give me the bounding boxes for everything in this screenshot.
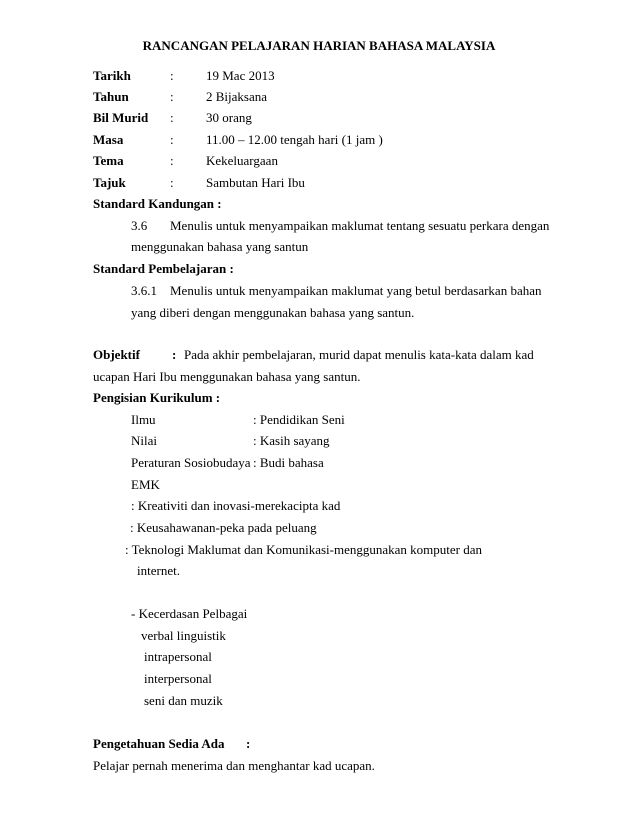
emk-item: : Kreativiti dan inovasi-merekacipta kad (131, 498, 341, 513)
kecerdasan-item: seni dan muzik (144, 693, 223, 708)
standard-kandungan-number: 3.6 (131, 218, 148, 233)
standard-kandungan-line: menggunakan bahasa yang santun (131, 239, 309, 254)
objektif-sep: : (172, 347, 177, 362)
document-title: RANCANGAN PELAJARAN HARIAN BAHASA MALAYSIA (142, 38, 496, 53)
standard-kandungan-heading: Standard Kandungan : (93, 196, 222, 211)
info-value-tahun: 2 Bijaksana (206, 89, 268, 104)
kecerdasan-label: - Kecerdasan Pelbagai (131, 606, 248, 621)
kurikulum-row-value: : Kasih sayang (253, 433, 330, 448)
standard-pembelajaran-heading: Standard Pembelajaran : (93, 261, 234, 276)
standard-pembelajaran-line: yang diberi dengan menggunakan bahasa yang santun. (131, 305, 415, 320)
kurikulum-row-value: : Pendidikan Seni (253, 412, 345, 427)
pengetahuan-text: Pelajar pernah menerima dan menghantar kad ucapan. (93, 758, 375, 773)
emk-item: : Teknologi Maklumat dan Komunikasi-menggunakan komputer dan (125, 542, 483, 557)
info-label-tajuk: Tajuk (93, 175, 126, 190)
info-label-tarikh: Tarikh (93, 68, 131, 83)
info-label-bil-murid: Bil Murid (93, 110, 149, 125)
kurikulum-row-label: Ilmu (131, 412, 156, 427)
info-sep: : (170, 89, 174, 104)
info-sep: : (170, 68, 174, 83)
info-sep: : (170, 175, 174, 190)
info-value-bil-murid: 30 orang (206, 110, 252, 125)
pengetahuan-heading: Pengetahuan Sedia Ada (93, 736, 225, 751)
kurikulum-heading: Pengisian Kurikulum : (93, 390, 221, 405)
info-value-tema: Kekeluargaan (206, 153, 278, 168)
info-value-tajuk: Sambutan Hari Ibu (206, 175, 305, 190)
info-value-masa: 11.00 – 12.00 tengah hari (1 jam ) (206, 132, 383, 147)
info-sep: : (170, 110, 174, 125)
emk-label: EMK (131, 477, 160, 492)
objektif-line: Pada akhir pembelajaran, murid dapat menulis kata-kata dalam kad (184, 347, 534, 362)
objektif-label: Objektif (93, 347, 140, 362)
kurikulum-row-label: Nilai (131, 433, 157, 448)
objektif-line: ucapan Hari Ibu menggunakan bahasa yang santun. (93, 369, 361, 384)
info-sep: : (170, 153, 174, 168)
info-label-tahun: Tahun (93, 89, 129, 104)
kecerdasan-item: verbal linguistik (141, 628, 226, 643)
standard-kandungan-line: Menulis untuk menyampaikan maklumat tentang sesuatu perkara dengan (170, 218, 550, 233)
info-label-masa: Masa (93, 132, 124, 147)
info-label-tema: Tema (93, 153, 124, 168)
info-value-tarikh: 19 Mac 2013 (206, 68, 275, 83)
emk-item: internet. (137, 563, 180, 578)
kecerdasan-item: intrapersonal (144, 649, 212, 664)
standard-pembelajaran-line: Menulis untuk menyampaikan maklumat yang betul berdasarkan bahan (170, 283, 542, 298)
emk-item: : Keusahawanan-peka pada peluang (130, 520, 317, 535)
kurikulum-row-value: : Budi bahasa (253, 455, 324, 470)
kurikulum-row-label: Peraturan Sosiobudaya (131, 455, 251, 470)
info-sep: : (170, 132, 174, 147)
standard-pembelajaran-number: 3.6.1 (131, 283, 157, 298)
kecerdasan-item: interpersonal (144, 671, 212, 686)
pengetahuan-sep: : (246, 736, 251, 751)
